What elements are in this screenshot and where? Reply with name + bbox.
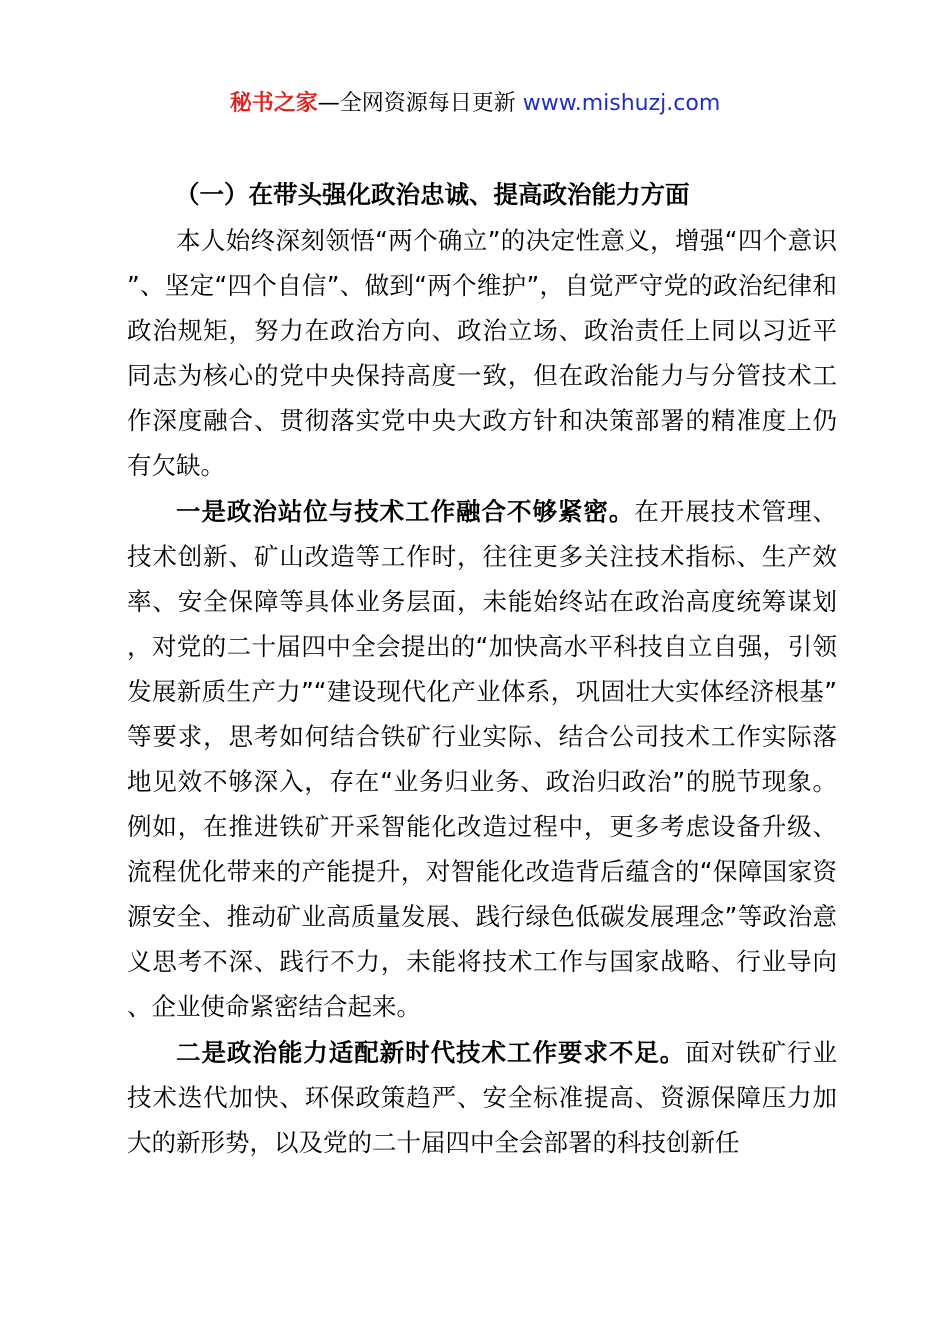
- header-tagline: —全网资源每日更新: [317, 91, 523, 116]
- document-body: [127, 172, 837, 1166]
- point-2-lead: 二是政治能力适配新时代技术工作要求不足。: [176, 1038, 686, 1067]
- section-heading: （一）在带头强化政治忠诚、提高政治能力方面: [175, 180, 690, 209]
- brand-name: 秘书之家: [229, 91, 318, 116]
- point-paragraph-2: [127, 1030, 837, 1165]
- point-2-body: 面对铁矿行业技术迭代加快、环保政策趋严、安全标准提高、资源保障压力加大的新形势，以及党的二十届四中全会部署的科技创新任: [127, 1038, 838, 1157]
- point-paragraph-1: [127, 489, 837, 1029]
- point-1-body: 在开展技术管理、技术创新、矿山改造等工作时，往往更多关注技术指标、生产效率、安全保障等具体业务层面，未能始终站在政治高度统筹谋划，对党的二十届四中全会提出的“加快高水平科技自立自强，引领发展新质生产力”“建设现代化产业体系，巩固壮大实体经济根基”等要求，思考如何结合铁矿行业实际、结合公司技术工作实际落地见效不够深入，存在“业务归业务、政治归政治”的脱节现象。例如，在推进铁矿开采智能化改造过程中，更多考虑设备升级、流程优化带来的产能提升，对智能化改造背后蕴含的“保障国家资源安全、推动矿业高质量发展、践行绿色低碳发展理念”等政治意义思考不深、践行不力，未能将技术工作与国家战略、行业导向、企业使命紧密结合起来。: [127, 497, 838, 1021]
- site-header: [0, 88, 950, 120]
- site-url-link[interactable]: www.mishuzj.com: [522, 91, 721, 116]
- point-1-lead: 一是政治站位与技术工作融合不够紧密。: [176, 497, 635, 526]
- intro-paragraph: 本人始终深刻领悟“两个确立”的决定性意义，增强“四个意识”、坚定“四个自信”、做到“两个维护”，自觉严守党的政治纪律和政治规矩，努力在政治方向、政治立场、政治责任上同以习近平同志为核心的党中央保持高度一致，但在政治能力与分管技术工作深度融合、贯彻落实党中央大政方针和决策部署的精准度上仍有欠缺。: [127, 226, 837, 480]
